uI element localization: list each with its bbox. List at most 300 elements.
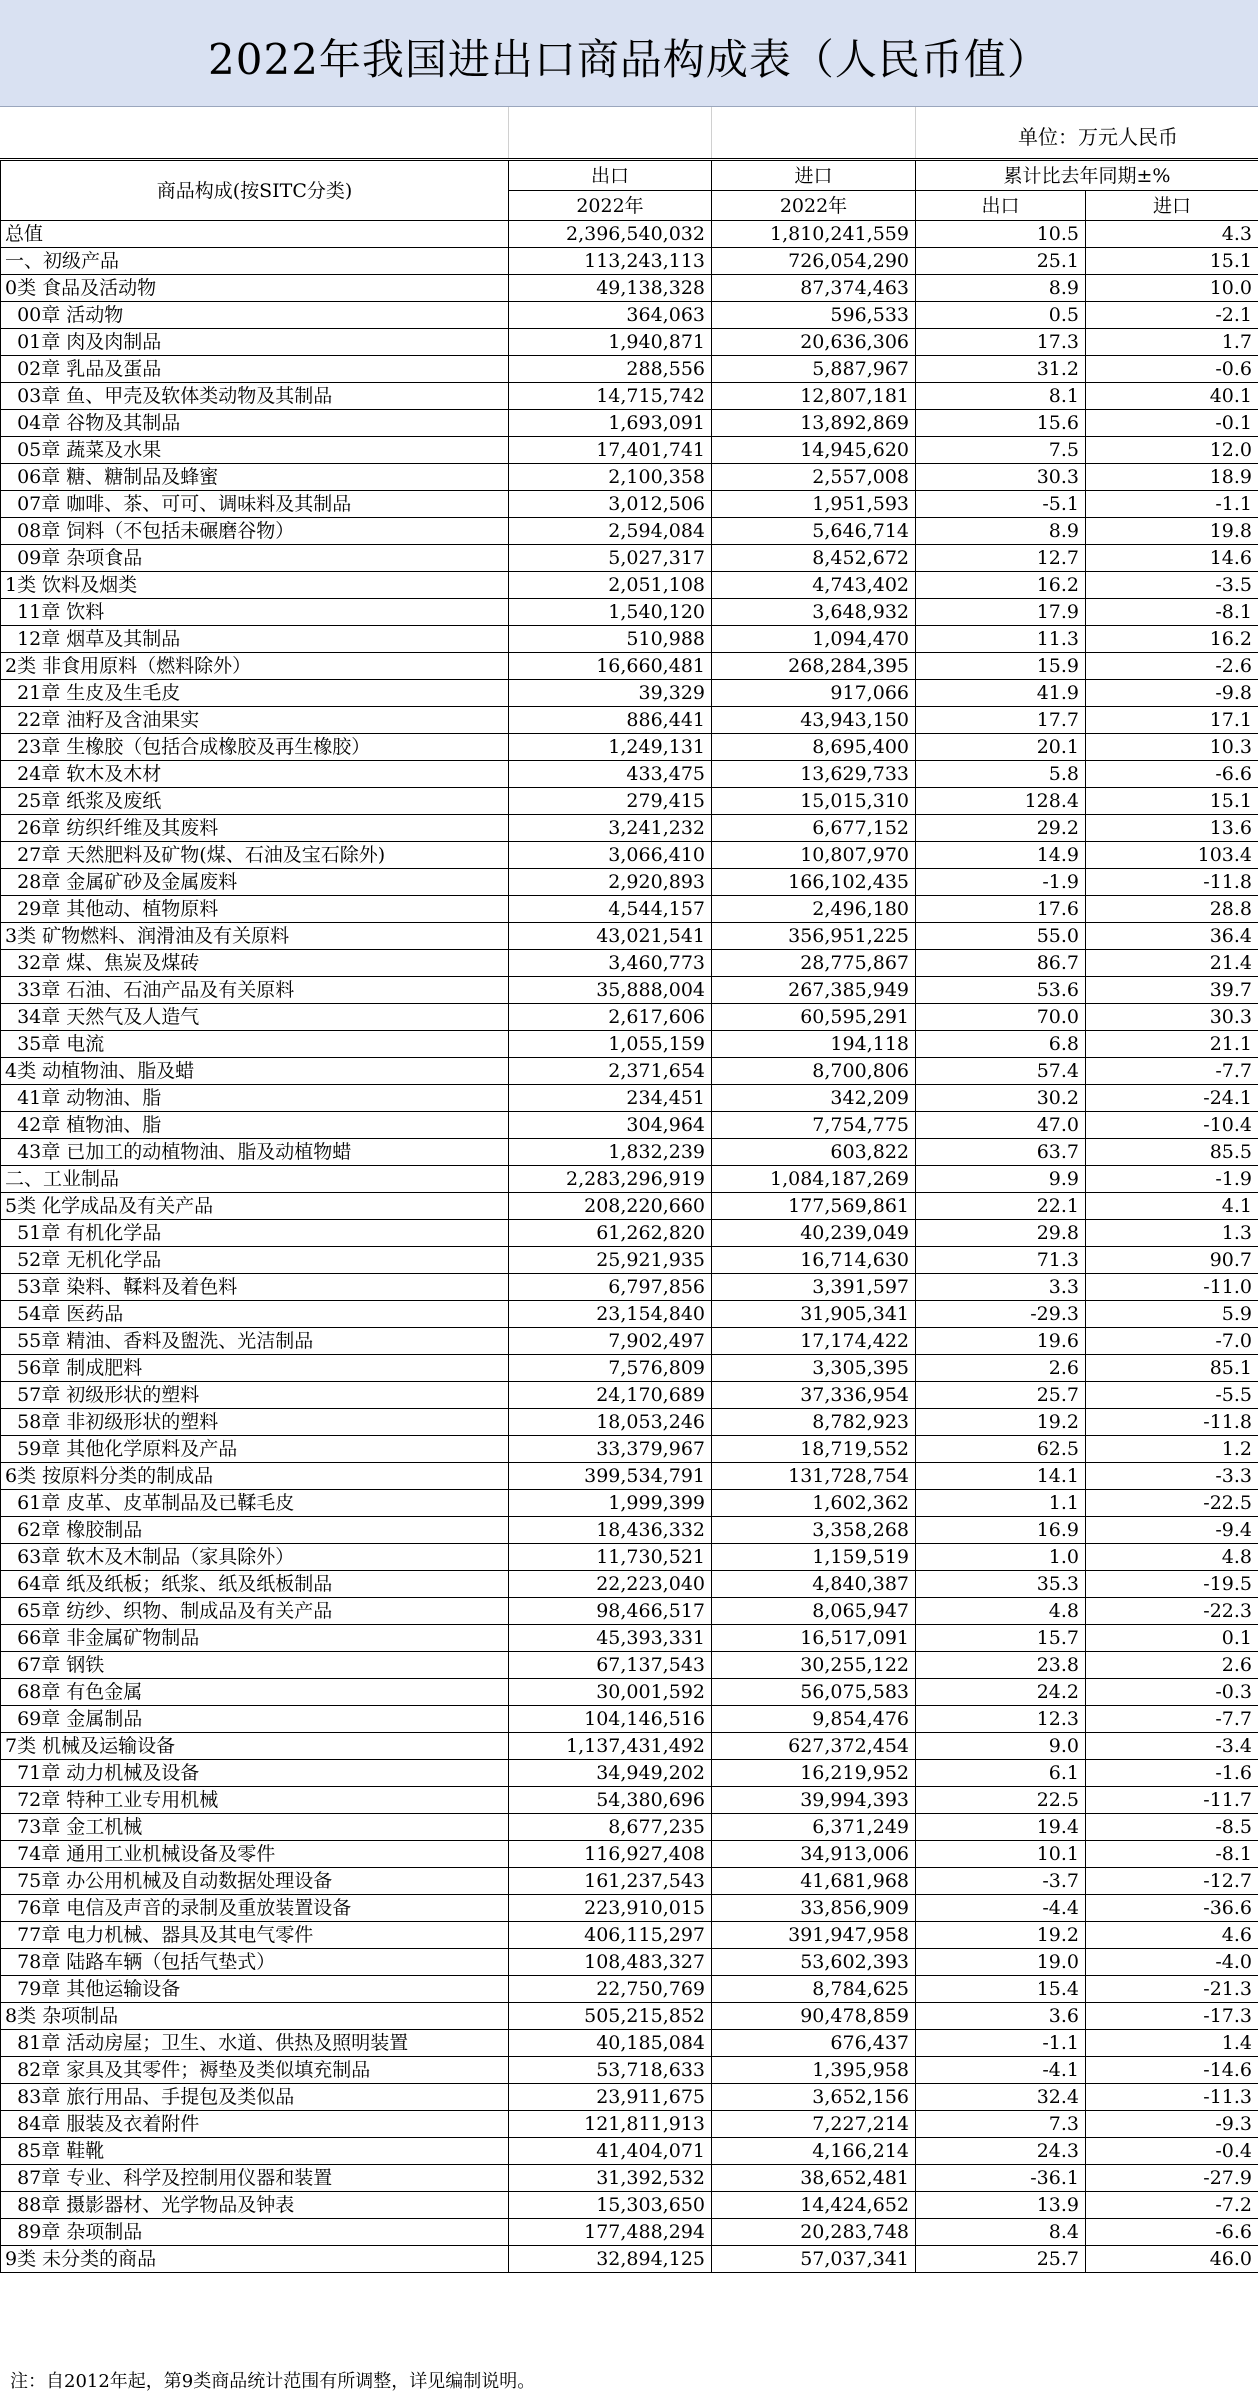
row-import-cell: 177,569,861 [712,1193,916,1220]
row-change-import-cell: 36.4 [1086,923,1258,950]
row-change-import-cell: -3.3 [1086,1463,1258,1490]
row-change-import-cell: -27.9 [1086,2165,1258,2192]
row-import-cell: 20,636,306 [712,329,916,356]
header-category: 商品构成(按SITC分类) [1,161,509,221]
row-change-import-cell: -21.3 [1086,1976,1258,2003]
row-name-cell: 00章 活动物 [1,302,509,329]
row-export-cell: 34,949,202 [509,1760,712,1787]
row-export-cell: 49,138,328 [509,275,712,302]
row-change-export-cell: 8.1 [916,383,1086,410]
row-change-import-cell: -6.6 [1086,2219,1258,2246]
row-name-cell: 2类 非食用原料（燃料除外） [1,653,509,680]
row-change-import-cell: 4.1 [1086,1193,1258,1220]
row-change-import-cell: -2.6 [1086,653,1258,680]
row-name-cell: 4类 动植物油、脂及蜡 [1,1058,509,1085]
row-change-export-cell: 47.0 [916,1112,1086,1139]
row-import-cell: 37,336,954 [712,1382,916,1409]
row-import-cell: 8,065,947 [712,1598,916,1625]
table-row [1,437,1258,464]
row-change-export-cell: 62.5 [916,1436,1086,1463]
row-change-export-cell: 24.3 [916,2138,1086,2165]
row-import-cell: 30,255,122 [712,1652,916,1679]
row-import-cell: 6,677,152 [712,815,916,842]
row-change-import-cell: 85.5 [1086,1139,1258,1166]
row-change-import-cell: -11.7 [1086,1787,1258,1814]
table-row [1,2003,1258,2030]
row-import-cell: 1,602,362 [712,1490,916,1517]
row-export-cell: 45,393,331 [509,1625,712,1652]
row-export-cell: 2,051,108 [509,572,712,599]
table-row [1,1274,1258,1301]
row-import-cell: 28,775,867 [712,950,916,977]
table-row [1,1895,1258,1922]
unit-row-spacer [0,107,509,158]
row-name-cell: 35章 电流 [1,1031,509,1058]
row-import-cell: 356,951,225 [712,923,916,950]
row-name-cell: 89章 杂项制品 [1,2219,509,2246]
row-export-cell: 1,940,871 [509,329,712,356]
row-change-import-cell: 90.7 [1086,1247,1258,1274]
row-change-import-cell: -7.2 [1086,2192,1258,2219]
table-row [1,1841,1258,1868]
row-import-cell: 268,284,395 [712,653,916,680]
row-name-cell: 77章 电力机械、器具及其电气零件 [1,1922,509,1949]
table-row [1,2138,1258,2165]
table-row [1,248,1258,275]
row-export-cell: 7,902,497 [509,1328,712,1355]
row-change-export-cell: 25.7 [916,1382,1086,1409]
row-name-cell: 42章 植物油、脂 [1,1112,509,1139]
row-name-cell: 56章 制成肥料 [1,1355,509,1382]
row-name-cell: 0类 食品及活动物 [1,275,509,302]
row-change-import-cell: -0.4 [1086,2138,1258,2165]
row-change-export-cell: 9.9 [916,1166,1086,1193]
row-export-cell: 3,241,232 [509,815,712,842]
row-export-cell: 24,170,689 [509,1382,712,1409]
table-row [1,1247,1258,1274]
unit-label: 单位：万元人民币 [1018,125,1178,149]
header-row-1 [1,161,1258,191]
row-change-export-cell: -5.1 [916,491,1086,518]
table-row [1,1328,1258,1355]
row-change-export-cell: 16.9 [916,1517,1086,1544]
row-export-cell: 25,921,935 [509,1247,712,1274]
row-change-import-cell: 0.1 [1086,1625,1258,1652]
row-change-export-cell: 8.9 [916,275,1086,302]
row-change-export-cell: 23.8 [916,1652,1086,1679]
row-change-import-cell: 4.8 [1086,1544,1258,1571]
row-import-cell: 56,075,583 [712,1679,916,1706]
header-year-export: 2022年 [509,191,712,221]
table-row [1,761,1258,788]
table-row [1,1166,1258,1193]
row-export-cell: 3,066,410 [509,842,712,869]
table-row [1,2165,1258,2192]
row-import-cell: 1,094,470 [712,626,916,653]
row-change-export-cell: 29.8 [916,1220,1086,1247]
row-change-export-cell: -1.9 [916,869,1086,896]
row-export-cell: 406,115,297 [509,1922,712,1949]
row-name-cell: 23章 生橡胶（包括合成橡胶及再生橡胶） [1,734,509,761]
row-import-cell: 1,395,958 [712,2057,916,2084]
row-name-cell: 65章 纺纱、织物、制成品及有关产品 [1,1598,509,1625]
row-change-export-cell: 17.9 [916,599,1086,626]
table-row [1,2057,1258,2084]
row-change-export-cell: 30.3 [916,464,1086,491]
row-name-cell: 76章 电信及声音的录制及重放装置设备 [1,1895,509,1922]
row-export-cell: 1,832,239 [509,1139,712,1166]
footnote: 注：自2012年起，第9类商品统计范围有所调整，详见编制说明。 [10,2371,536,2392]
row-export-cell: 3,012,506 [509,491,712,518]
table-row [1,977,1258,1004]
row-name-cell: 02章 乳品及蛋品 [1,356,509,383]
row-change-export-cell: 29.2 [916,815,1086,842]
table-row [1,950,1258,977]
table-row [1,1112,1258,1139]
header-year-import: 2022年 [712,191,916,221]
row-change-import-cell: 21.1 [1086,1031,1258,1058]
row-export-cell: 108,483,327 [509,1949,712,1976]
row-name-cell: 24章 软木及木材 [1,761,509,788]
table-row [1,923,1258,950]
row-name-cell: 73章 金工机械 [1,1814,509,1841]
row-export-cell: 22,223,040 [509,1571,712,1598]
row-change-export-cell: 25.1 [916,248,1086,275]
table-row [1,734,1258,761]
row-export-cell: 399,534,791 [509,1463,712,1490]
row-change-export-cell: 0.5 [916,302,1086,329]
table-row [1,1922,1258,1949]
row-name-cell: 55章 精油、香料及盥洗、光洁制品 [1,1328,509,1355]
row-name-cell: 43章 已加工的动植物油、脂及动植物蜡 [1,1139,509,1166]
row-export-cell: 43,021,541 [509,923,712,950]
row-change-export-cell: 3.3 [916,1274,1086,1301]
row-change-export-cell: 17.7 [916,707,1086,734]
title-banner [0,0,1258,107]
row-change-import-cell: -11.3 [1086,2084,1258,2111]
row-import-cell: 8,452,672 [712,545,916,572]
row-change-import-cell: -24.1 [1086,1085,1258,1112]
row-change-import-cell: -11.8 [1086,869,1258,896]
row-name-cell: 51章 有机化学品 [1,1220,509,1247]
table-row [1,2111,1258,2138]
row-export-cell: 177,488,294 [509,2219,712,2246]
table-row [1,1760,1258,1787]
row-name-cell: 83章 旅行用品、手提包及类似品 [1,2084,509,2111]
row-name-cell: 9类 未分类的商品 [1,2246,509,2273]
row-export-cell: 23,911,675 [509,2084,712,2111]
table-row [1,1652,1258,1679]
row-export-cell: 2,594,084 [509,518,712,545]
row-import-cell: 6,371,249 [712,1814,916,1841]
row-change-import-cell: 18.9 [1086,464,1258,491]
row-change-import-cell: 10.3 [1086,734,1258,761]
page-title: 2022年我国进出口商品构成表（人民币值） [208,35,1050,84]
row-change-import-cell: -1.6 [1086,1760,1258,1787]
row-export-cell: 53,718,633 [509,2057,712,2084]
row-import-cell: 15,015,310 [712,788,916,815]
row-export-cell: 304,964 [509,1112,712,1139]
row-export-cell: 2,396,540,032 [509,221,712,248]
row-name-cell: 69章 金属制品 [1,1706,509,1733]
row-import-cell: 8,784,625 [712,1976,916,2003]
row-import-cell: 7,754,775 [712,1112,916,1139]
table-row [1,1085,1258,1112]
row-name-cell: 84章 服装及衣着附件 [1,2111,509,2138]
row-import-cell: 7,227,214 [712,2111,916,2138]
row-name-cell: 6类 按原料分类的制成品 [1,1463,509,1490]
row-name-cell: 53章 染料、鞣料及着色料 [1,1274,509,1301]
row-change-import-cell: -11.0 [1086,1274,1258,1301]
row-import-cell: 87,374,463 [712,275,916,302]
row-export-cell: 7,576,809 [509,1355,712,1382]
row-name-cell: 63章 软木及木制品（家具除外） [1,1544,509,1571]
row-change-import-cell: 5.9 [1086,1301,1258,1328]
row-change-export-cell: -3.7 [916,1868,1086,1895]
row-import-cell: 4,743,402 [712,572,916,599]
row-change-export-cell: 4.8 [916,1598,1086,1625]
row-name-cell: 59章 其他化学原料及产品 [1,1436,509,1463]
row-export-cell: 234,451 [509,1085,712,1112]
row-name-cell: 74章 通用工业机械设备及零件 [1,1841,509,1868]
row-change-export-cell: 15.7 [916,1625,1086,1652]
row-name-cell: 12章 烟草及其制品 [1,626,509,653]
table-row [1,1544,1258,1571]
row-change-import-cell: -9.8 [1086,680,1258,707]
row-import-cell: 4,166,214 [712,2138,916,2165]
header-change-import: 进口 [1086,191,1258,221]
row-change-export-cell: 19.2 [916,1922,1086,1949]
row-name-cell: 09章 杂项食品 [1,545,509,572]
row-name-cell: 21章 生皮及生毛皮 [1,680,509,707]
row-export-cell: 288,556 [509,356,712,383]
table-row [1,1409,1258,1436]
row-name-cell: 67章 钢铁 [1,1652,509,1679]
table-row [1,815,1258,842]
row-change-export-cell: 14.9 [916,842,1086,869]
row-change-import-cell: 21.4 [1086,950,1258,977]
table-row [1,464,1258,491]
row-import-cell: 13,892,869 [712,410,916,437]
table-row [1,626,1258,653]
row-import-cell: 3,652,156 [712,2084,916,2111]
row-import-cell: 3,648,932 [712,599,916,626]
row-export-cell: 17,401,741 [509,437,712,464]
table-row [1,869,1258,896]
row-import-cell: 8,700,806 [712,1058,916,1085]
table-row [1,1706,1258,1733]
row-import-cell: 33,856,909 [712,1895,916,1922]
row-import-cell: 391,947,958 [712,1922,916,1949]
row-name-cell: 54章 医药品 [1,1301,509,1328]
row-change-import-cell: -0.1 [1086,410,1258,437]
row-export-cell: 2,617,606 [509,1004,712,1031]
table-row [1,491,1258,518]
row-change-export-cell: 8.4 [916,2219,1086,2246]
row-change-export-cell: 10.5 [916,221,1086,248]
row-change-export-cell: 128.4 [916,788,1086,815]
row-name-cell: 二、工业制品 [1,1166,509,1193]
row-name-cell: 25章 纸浆及废纸 [1,788,509,815]
row-import-cell: 43,943,150 [712,707,916,734]
row-import-cell: 194,118 [712,1031,916,1058]
row-change-export-cell: 19.4 [916,1814,1086,1841]
row-import-cell: 5,887,967 [712,356,916,383]
row-change-export-cell: 41.9 [916,680,1086,707]
row-change-import-cell: -2.1 [1086,302,1258,329]
row-import-cell: 14,945,620 [712,437,916,464]
row-name-cell: 26章 纺织纤维及其废料 [1,815,509,842]
row-change-export-cell: 12.7 [916,545,1086,572]
row-import-cell: 17,174,422 [712,1328,916,1355]
row-change-export-cell: 19.2 [916,1409,1086,1436]
row-change-export-cell: 13.9 [916,2192,1086,2219]
row-name-cell: 28章 金属矿砂及金属废料 [1,869,509,896]
row-change-export-cell: 24.2 [916,1679,1086,1706]
table-row [1,1220,1258,1247]
row-change-export-cell: 35.3 [916,1571,1086,1598]
row-export-cell: 113,243,113 [509,248,712,275]
row-export-cell: 886,441 [509,707,712,734]
row-name-cell: 3类 矿物燃料、润滑油及有关原料 [1,923,509,950]
table-row [1,1598,1258,1625]
row-name-cell: 64章 纸及纸板；纸浆、纸及纸板制品 [1,1571,509,1598]
row-change-export-cell: 16.2 [916,572,1086,599]
row-change-import-cell: 1.3 [1086,1220,1258,1247]
table-row [1,653,1258,680]
row-change-export-cell: 12.3 [916,1706,1086,1733]
row-change-export-cell: 7.5 [916,437,1086,464]
table-row [1,896,1258,923]
row-name-cell: 08章 饲料（不包括未碾磨谷物） [1,518,509,545]
row-change-export-cell: 10.1 [916,1841,1086,1868]
row-export-cell: 364,063 [509,302,712,329]
row-change-import-cell: 28.8 [1086,896,1258,923]
row-import-cell: 10,807,970 [712,842,916,869]
row-change-import-cell: -8.1 [1086,599,1258,626]
row-name-cell: 52章 无机化学品 [1,1247,509,1274]
row-export-cell: 98,466,517 [509,1598,712,1625]
row-export-cell: 433,475 [509,761,712,788]
row-export-cell: 279,415 [509,788,712,815]
table-row [1,221,1258,248]
row-change-import-cell: 46.0 [1086,2246,1258,2273]
table-row [1,599,1258,626]
row-import-cell: 38,652,481 [712,2165,916,2192]
table-row [1,1490,1258,1517]
row-name-cell: 85章 鞋靴 [1,2138,509,2165]
row-import-cell: 603,822 [712,1139,916,1166]
row-change-import-cell: 1.7 [1086,329,1258,356]
row-change-import-cell: -0.3 [1086,1679,1258,1706]
table-row [1,707,1258,734]
row-name-cell: 41章 动物油、脂 [1,1085,509,1112]
table-row [1,1004,1258,1031]
row-name-cell: 88章 摄影器材、光学物品及钟表 [1,2192,509,2219]
row-export-cell: 22,750,769 [509,1976,712,2003]
row-change-import-cell: 10.0 [1086,275,1258,302]
row-export-cell: 505,215,852 [509,2003,712,2030]
row-change-import-cell: 30.3 [1086,1004,1258,1031]
row-import-cell: 40,239,049 [712,1220,916,1247]
header-import: 进口 [712,161,916,191]
row-change-import-cell: -4.0 [1086,1949,1258,1976]
row-change-export-cell: 1.1 [916,1490,1086,1517]
row-name-cell: 7类 机械及运输设备 [1,1733,509,1760]
table-row [1,410,1258,437]
table-row [1,2192,1258,2219]
row-change-export-cell: 57.4 [916,1058,1086,1085]
row-import-cell: 131,728,754 [712,1463,916,1490]
row-change-import-cell: -8.5 [1086,1814,1258,1841]
row-change-export-cell: -29.3 [916,1301,1086,1328]
row-export-cell: 121,811,913 [509,2111,712,2138]
row-change-import-cell: -1.1 [1086,491,1258,518]
row-export-cell: 6,797,856 [509,1274,712,1301]
row-name-cell: 06章 糖、糖制品及蜂蜜 [1,464,509,491]
table-row [1,1193,1258,1220]
row-import-cell: 39,994,393 [712,1787,916,1814]
row-export-cell: 2,100,358 [509,464,712,491]
table-row [1,1355,1258,1382]
row-change-export-cell: 20.1 [916,734,1086,761]
row-import-cell: 9,854,476 [712,1706,916,1733]
row-import-cell: 31,905,341 [712,1301,916,1328]
row-change-export-cell: 31.2 [916,356,1086,383]
row-name-cell: 58章 非初级形状的塑料 [1,1409,509,1436]
header-export: 出口 [509,161,712,191]
row-change-import-cell: -11.8 [1086,1409,1258,1436]
row-export-cell: 18,436,332 [509,1517,712,1544]
row-import-cell: 14,424,652 [712,2192,916,2219]
row-change-import-cell: -8.1 [1086,1841,1258,1868]
table-row [1,2246,1258,2273]
row-export-cell: 1,999,399 [509,1490,712,1517]
row-name-cell: 5类 化学成品及有关产品 [1,1193,509,1220]
row-change-import-cell: -3.5 [1086,572,1258,599]
table-row [1,572,1258,599]
row-name-cell: 87章 专业、科学及控制用仪器和装置 [1,2165,509,2192]
row-change-export-cell: 25.7 [916,2246,1086,2273]
row-name-cell: 34章 天然气及人造气 [1,1004,509,1031]
row-export-cell: 5,027,317 [509,545,712,572]
table-row [1,1976,1258,2003]
row-change-export-cell: 15.9 [916,653,1086,680]
row-change-export-cell: 70.0 [916,1004,1086,1031]
row-change-import-cell: 2.6 [1086,1652,1258,1679]
row-change-import-cell: 39.7 [1086,977,1258,1004]
row-change-export-cell: 17.6 [916,896,1086,923]
row-change-import-cell: 103.4 [1086,842,1258,869]
row-export-cell: 116,927,408 [509,1841,712,1868]
row-export-cell: 31,392,532 [509,2165,712,2192]
header-change: 累计比去年同期±% [916,161,1258,191]
row-change-import-cell: -7.0 [1086,1328,1258,1355]
row-export-cell: 61,262,820 [509,1220,712,1247]
row-export-cell: 18,053,246 [509,1409,712,1436]
row-change-export-cell: 53.6 [916,977,1086,1004]
row-name-cell: 32章 煤、焦炭及煤砖 [1,950,509,977]
row-change-import-cell: 19.8 [1086,518,1258,545]
table-row [1,1949,1258,1976]
table-row [1,356,1258,383]
row-import-cell: 2,496,180 [712,896,916,923]
row-import-cell: 12,807,181 [712,383,916,410]
row-export-cell: 510,988 [509,626,712,653]
row-export-cell: 14,715,742 [509,383,712,410]
row-change-export-cell: 63.7 [916,1139,1086,1166]
row-import-cell: 16,714,630 [712,1247,916,1274]
